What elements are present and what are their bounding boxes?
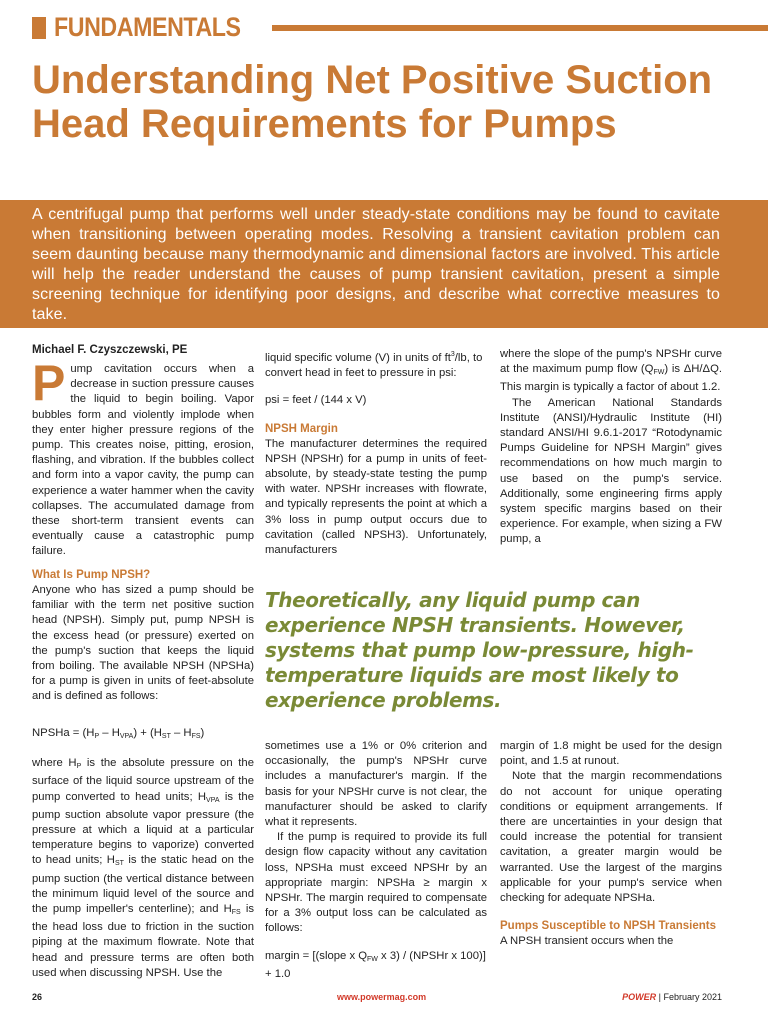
paragraph: sometimes use a 1% or 0% criterion and occasionally, the pump's NPSHr curve includes a manufacturer's margin. If the basis for your NPSHr curve is not clear, the manufacturer should be asked to clarify what it represents. — [265, 740, 487, 829]
paragraph: margin of 1.8 might be used for the design point, and 1.5 at runout. — [500, 740, 722, 768]
text: ) is ΔH/ΔQ. This margin is typically a factor of about 1.2. — [500, 363, 723, 394]
heading-pumps-susceptible: Pumps Susceptible to NPSH Transients — [500, 920, 716, 933]
author-byline: Michael F. Czyszczewski, PE — [32, 344, 188, 356]
heading-what-is-npsh: What Is Pump NPSH? — [32, 569, 151, 581]
footer-brand: POWER | February 2021 — [622, 992, 722, 1002]
heading-npsh-margin: NPSH Margin — [265, 422, 338, 435]
paragraph: If the pump is required to provide its full design flow capacity without any cavitation loss, NPSHa must exceed NPSHr by an appropriate margin: NPSHa ≥ margin x NPSHr. The margin required to compensate for a 3% output loss can be calculated as follows: — [265, 831, 487, 935]
paragraph: liquid specific volume (V) in units of $ft^3/lb$, to convert head in feet to pressure in psi: — [265, 351, 483, 380]
text: where H — [32, 757, 77, 770]
text: is the absolute pressure on the surface of the liquid source upstream of the pump converted to head units; H — [32, 757, 254, 803]
column-3-bottom — [500, 739, 722, 949]
equation-text: NPSHa = (H — [32, 727, 95, 739]
drop-cap: P — [32, 355, 66, 411]
intro-text: ump cavitation occurs when a decrease in suction pressure causes the liquid to begin boiling. Vapor bubbles form and violently implode when they enter higher pressure regions of the pump. This creates noise, pitting, erosion, flashing, and vibration. If the bubbles collect and form into a vapor cavity, the pump can experience a water hammer when the cavity collapses. The accumulated damage from these short-term transient events can eventually cause a catastrophic pump failure. — [32, 363, 254, 558]
column-3-top — [500, 347, 722, 548]
paragraph: The manufacturer determines the required NPSH (NPSHr) for a pump in units of feet-absolute, by steady-state testing the pump with water. NPSHr increases with flowrate, and typically represents the point at which a 3% loss in pump output occurs due to cavitation (called NPSH3). Unfortunately, manufacturers — [265, 437, 487, 557]
text: is the pump suction absolute vapor pressure (the pressure at which a liquid at a particular temperature begins to vaporize) converted to head units; H — [32, 790, 254, 867]
text: x 3) / (NPSHr x 100)] + 1.0 — [265, 949, 486, 980]
text: is the head loss due to friction in the suction piping at the maximum flowrate. Note that head and pressure terms are often both used when discussing NPSH. Use the — [32, 903, 254, 979]
text: /lb, to convert head in feet to pressure in psi: — [265, 352, 483, 380]
section-rule — [272, 25, 768, 31]
article-title: Understanding Net Positive Suction Head Requirements for Pumps — [32, 58, 713, 146]
margin-equation: margin = [(slope x $Q_{FW}$ x 3) / (NPSHr x 100)] + 1.0 — [265, 949, 486, 980]
paragraph: The American National Standards Institute (ANSI)/Hydraulic Institute (HI) standard ANSI/HI 9.6.1-2017 “Rotodynamic Pumps Guideline for NPSH Margin” gives recommendations on how much margin to use based on the pump's service. Additionally, some engineering firms apply system specific margins based on their experience. For example, when sizing a FW pump, a — [500, 396, 722, 546]
paragraph: Anyone who has sized a pump should be familiar with the term net positive suction head (NPSH). Simply put, pump NPSH is the excess head (or pressure) exerted on the pump's suction that keeps the liquid from boiling. The available NPSH (NPSHa) for a pump is given in units of feet-absolute and is defined as follows: — [32, 584, 254, 703]
text: where the slope of the pump's NPSHr curve at the maximum pump flow (Q — [500, 348, 722, 376]
dek-band — [0, 200, 768, 328]
section-marker — [32, 17, 46, 39]
text: margin = [(slope x Q — [265, 949, 368, 962]
column-2-top — [265, 347, 487, 558]
column-1-npsh — [32, 567, 254, 705]
text: liquid specific volume (V) in units of ft — [265, 352, 451, 364]
dek-text: A centrifugal pump that performs well under steady-state conditions may be found to cavitate when transitioning between operating modes. Resolving a transient cavitation problem can seem daunting because many thermodynamic and dimensional factors are involved. This article will help the reader understand the causes of pump transient cavitation, present a simple screening technique for identifying poor designs, and describe what corrective measures to take. — [32, 206, 720, 323]
section-kicker: FUNDAMENTALS — [54, 12, 241, 42]
paragraph: Note that the margin recommendations do not account for unique operating conditions or equipment arrangements. If there are uncertainties in your design that could increase the potential for transient cavitation, a greater margin would be warranted. Use the largest of the margins applicable for your pump's service when checking for adequate NPSHa. — [500, 770, 722, 905]
paragraph: A NPSH transient occurs when the — [500, 935, 674, 948]
section-header — [32, 12, 768, 42]
brand-name: POWER — [622, 992, 657, 1002]
page-footer — [32, 990, 722, 1006]
paragraph: where the slope of the pump's NPSHr curve at the maximum pump flow $(Q_{FW})$ is ΔH/ΔQ. This margin is typically a factor of about 1.2. — [500, 348, 723, 394]
intro-paragraph — [32, 355, 254, 560]
column-1-intro — [32, 355, 254, 560]
text: is the static head on the pump suction (the vertical distance between the minimum liquid level of the source and the pump impeller's centerline); and H — [32, 854, 254, 916]
column-1-equation — [32, 726, 254, 981]
page-number: 26 — [32, 992, 43, 1002]
column-2-bottom — [265, 739, 487, 982]
npsha-equation: NPSHa = $(H_P - H_{VPA}) + (H_{ST} - H_{FS})$ — [32, 727, 205, 740]
psi-equation: psi = feet / (144 x V) — [265, 394, 367, 407]
paragraph: where $H_P$ is the absolute pressure on the surface of the liquid source upstream of the pump converted to head units; $H_{VPA}$ is the pump suction absolute vapor pressure (the pressure at which a liquid at a particular temperature begins to vaporize) converted to head units; $H_{ST}$ is the static head on the pump suction (the vertical distance between the minimum liquid level of the source and the pump impeller's centerline); and $H_{FS}$ is the head loss due to friction in the suction piping at the maximum flowrate. Note that head and pressure terms are often both used when discussing NPSH. Use the — [32, 757, 254, 979]
pull-quote: Theoretically, any liquid pump can experience NPSH transients. However, systems that pump low-pressure, high-temperature liquids are most likely to experience problems. — [265, 588, 694, 712]
issue-date: February 2021 — [663, 992, 722, 1002]
footer-url[interactable]: www.powermag.com — [337, 992, 427, 1002]
